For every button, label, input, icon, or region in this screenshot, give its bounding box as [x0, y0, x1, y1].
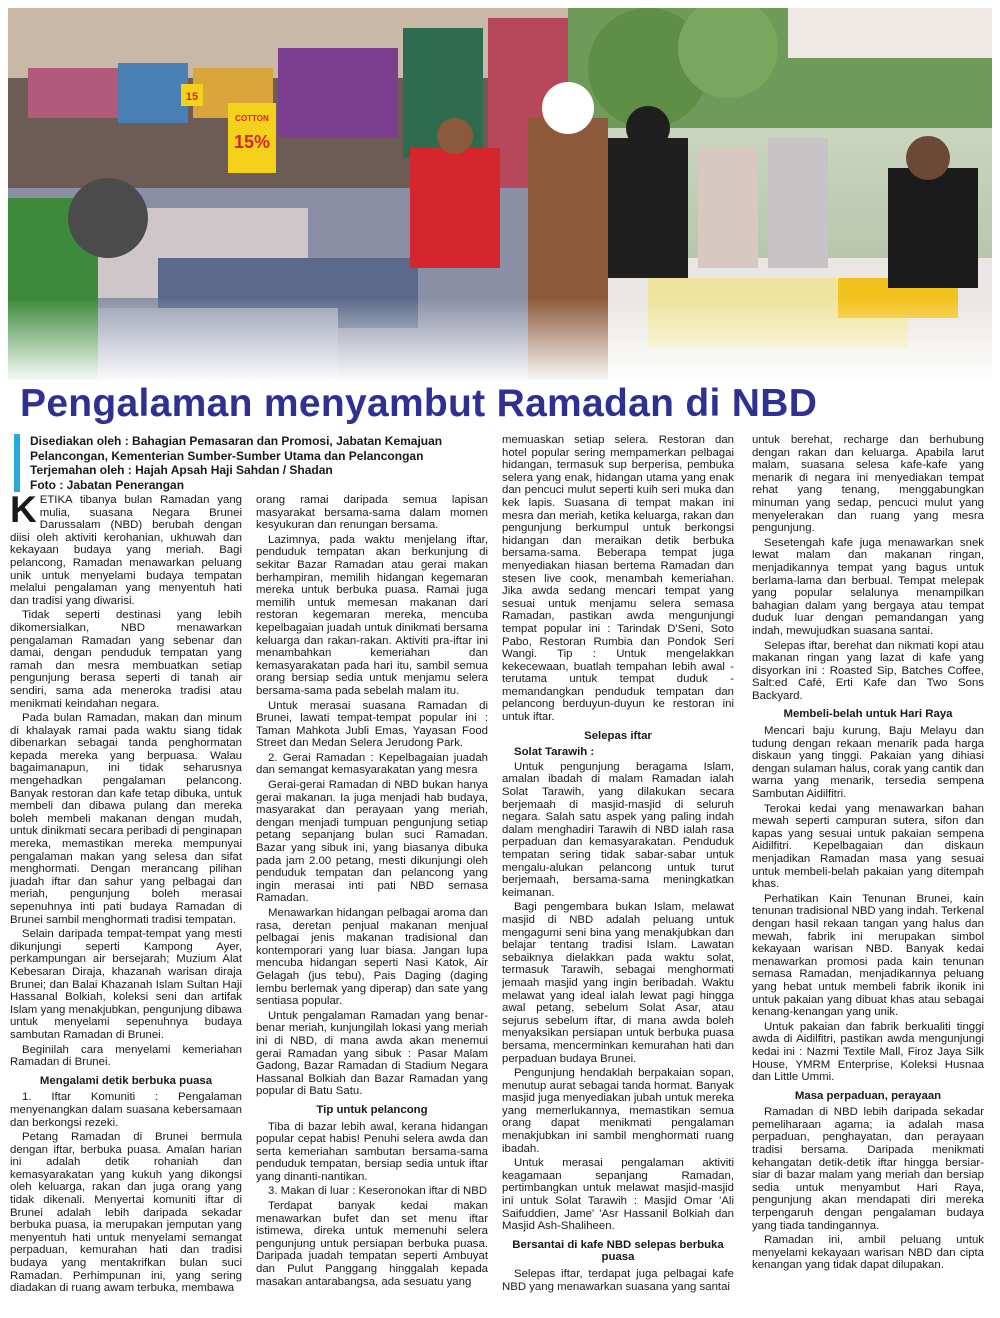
credit-line: Pelancongan, Kementerian Sumber-Sumber Utama dan Pelancongan	[30, 448, 424, 463]
credit-line: Foto : Jabatan Penerangan	[30, 477, 185, 492]
section-heading: Selepas iftar	[584, 729, 652, 742]
paragraph: Terokai kedai yang menawarkan bahan mewah seperti campuran sutera, sifon dan kapas yang sesuai untuk pakaian sempena Aidilfitri. Kepelbagaian dan diskaun menjadikan Ramadan masa yang sesuai untuk membeli-belah pakaian yang ditempah khas.	[752, 802, 984, 891]
paragraph: Pada bulan Ramadan, makan dan minum di khalayak ramai pada waktu siang tidak dibenarkan sebagai tanda penghormatan kepada mereka yang berpuasa. Walau bagaimanapun, ini tidak seharusnya mengehadkan pengalaman pelancong. Banyak restoran dan kafe tetap dibuka, untuk membeli dan dibawa pulang dan mereka boleh membeli makanan dengan mudah, untuk dinikmati secara peribadi di penginapan mereka, memastikan mereka mempunyai pengalaman makan yang selesa dan sifat menghormati. Dengan merancang pilihan juadah iftar dan sahur yang pelbagai dan meriah, pengunjung boleh merasai sepenuhnya inti pati budaya Ramadan di Brunei sambil menghormati tradisi tempatan.	[10, 712, 242, 926]
paragraph: Untuk pengunjung beragama Islam, amalan ibadah di malam Ramadan ialah Solat Tarawih, yang dilakukan secara berjemaah di masjid-masjid di seluruh negara. Salah satu aspek yang paling indah dalam menghadiri Tarawih di NBD ialah rasa perpaduan dan kemasyarakatan. Penduduk tempatan sering tidak sabar-sabar untuk mengalu-alukan pelancong untuk turut berjemaah, bersama-sama meningkatkan keimanan.	[502, 760, 734, 899]
sub-heading: Solat Tarawih :	[514, 746, 595, 759]
headline: Pengalaman menyambut Ramadan di NBD	[20, 382, 818, 425]
paragraph: untuk berehat, recharge dan berhubung dengan rakan dan keluarga. Apabila larut malam, suasana selesa kafe-kafe yang menarik di negara ini menyediakan tempat rehat yang tenang, menggabungkan minuman yang sedap, pencuci mulut yang menyelerakan dan ruang yang mesra pengunjung.	[752, 434, 984, 535]
paragraph: 1. Iftar Komuniti : Pengalaman menyenangkan dalam suasana kebersamaan dan berkongsi rezeki.	[10, 1091, 242, 1129]
price-sign: 15	[185, 91, 199, 103]
paragraph: Sesetengah kafe juga menawarkan snek lewat malam dan makanan ringan, menjadikannya tempat yang bagus untuk berlama-lama dan berbual. Tempat melepak yang popular selalunya menampilkan bahagian dalam yang bergaya atau tempat duduk luar dengan pemandangan yang indah, mewujudkan suasana santai.	[752, 536, 984, 637]
section-heading: Tip untuk pelancong	[316, 1103, 428, 1116]
paragraph: Selain daripada tempat-tempat yang mesti dikunjungi seperti Kampong Ayer, perkampungan air bersejarah; Muzium Alat Kebesaran Diraja, khazanah warisan diraja Brunei; dan Balai Khazanah Islam Sultan Haji Hassanal Bolkiah, koleksi seni dan artifak Islam yang menakjubkan, pengunjung dibawa untuk menyelami sepenuhnya budaya sambutan Ramadan di Brunei.	[10, 928, 242, 1041]
credit-line: Disediakan oleh : Bahagian Pemasaran dan Promosi, Jabatan Kemajuan	[30, 434, 443, 448]
paragraph: Untuk pengalaman Ramadan yang benar-benar meriah, kunjungilah lokasi yang meriah ini di NBD, di mana awda akan menemui gerai Ramadan yang sibuk : Pasar Malam Gadong, Bazar Ramadan di Stadium Negara Hassanal Bolkiah dan Bazar Ramadan yang popular di Batu Satu.	[256, 1009, 488, 1098]
paragraph: Menawarkan hidangan pelbagai aroma dan rasa, deretan penjual makanan menjual pelbagai jenis makanan tradisional dan kontemporari yang luar biasa. Jangan lupa mencuba hidangan seperti Nasi Katok, Air Gelagah (jus tebu), Pais Daging (daging lembu berlemak yang diperap) dan sate yang sentiasa popular.	[256, 907, 488, 1008]
hero-photo	[8, 8, 992, 380]
article-column-3	[502, 434, 734, 1316]
paragraph: Tidak seperti destinasi yang lebih dikomersialkan, NBD menawarkan pengalaman Ramadan yang sebenar dan damai, dengan penduduk tempatan yang ramah dan mesra membuatkan setiap pengunjung berasa seperti di tanah air sendiri, sama ada meneroka tradisi atau menikmati keindahan negara.	[10, 609, 242, 710]
section-heading: Masa perpaduan, perayaan	[794, 1089, 942, 1102]
paragraph: Selepas iftar, terdapat juga pelbagai kafe NBD yang menawarkan suasana yang santai	[502, 1268, 734, 1293]
article-column-2	[256, 494, 488, 1316]
section-heading: Mengalami detik berbuka puasa	[39, 1074, 213, 1087]
paragraph: Pengunjung hendaklah berpakaian sopan, menutup aurat sebagai tanda hormat. Banyak masjid juga menyediakan jubah untuk mereka yang memerlukannya, memastikan semua orang dapat menikmati pengalaman menakjubkan ini sambil menghormati ruang ibadah.	[502, 1067, 734, 1155]
paragraph: Petang Ramadan di Brunei bermula dengan iftar, berbuka puasa. Amalan harian ini adalah detik rohaniah dan kemasyarakatan yang kukuh yang dikongsi oleh keluarga, rakan dan juga orang yang tidak dikenali. Menyertai komuniti iftar di Brunei adalah lebih daripada sekadar berbuka puasa, ia merupakan jemputan yang menyentuh hati untuk menyelami semangat perpaduan, kemurahan hati dan tradisi budaya yang mentakrifkan bulan suci Ramadan. Perhimpunan ini, yang sering diadakan di ruang awam terbuka, membawa	[10, 1131, 242, 1295]
paragraph: Untuk pakaian dan fabrik berkualiti tinggi awda di Aidilfitri, pastikan awda mengunjungi kedai ini : Nazmi Textile Mall, Firoz Jaya Silk House, YMRM Enterprise, Koleksi Husnaa dan Little Ummi.	[752, 1020, 984, 1084]
drop-cap: K	[10, 494, 37, 530]
credits-block	[14, 434, 508, 492]
cotton-sign: COTTON	[235, 114, 269, 123]
section-heading: Membeli-belah untuk Hari Raya	[783, 708, 953, 721]
paragraph: 3. Makan di luar : Keseronokan iftar di NBD	[268, 1185, 488, 1198]
paragraph: Untuk merasai pengalaman aktiviti keagamaan sepanjang Ramadan, pertimbangkan untuk melawat masjid-masjid ini untuk Solat Tarawih : Masjid Omar 'Ali Saifuddien, Jame' 'Asr Hassanil Bolkiah dan Masjid Ash-Shaliheen.	[502, 1157, 734, 1233]
section-heading: Bersantai di kafe NBD selepas berbuka puasa	[512, 1238, 724, 1264]
paragraph: Mencari baju kurung, Baju Melayu dan tudung dengan rekaan menarik pada harga diskaun yang tinggi. Pakaian yang dihiasi dengan sulaman halus, corak yang cantik dan warna yang menarik, tersedia sempena Sambutan Aidilfitri.	[752, 725, 984, 801]
paragraph: Lazimnya, pada waktu menjelang iftar, penduduk tempatan akan berkunjung di sekitar Bazar Ramadan atau gerai makan berhampiran, memilih hidangan kegemaran mereka untuk berbuka puasa. Ramai juga memilih untuk memesan makanan dari restoran kegemaran mereka, mencuba kepelbagaian juadah untuk dinikmati bersama keluarga dan rakan-rakan. Aktiviti pra-iftar ini menambahkan kemeriahan dan kemasyarakatan pada hari itu, sambil semua orang bersiap sedia untuk menjamu selera bersama-sama pada sebelah malam itu.	[256, 533, 488, 697]
paragraph: 2. Gerai Ramadan : Kepelbagaian juadah dan semangat kemasyarakatan yang mesra	[256, 751, 488, 777]
credit-line: Terjemahan oleh : Hajah Apsah Haji Sahdan / Shadan	[30, 463, 333, 478]
paragraph: Gerai-gerai Ramadan di NBD bukan hanya gerai makanan. Ia juga menjadi hab budaya, masyarakat dan perayaan yang meriah, dengan menjadi tumpuan pengunjung setiap petang sepanjang bulan suci Ramadan. Bazar yang sibuk ini, yang biasanya dibuka pada jam 2.00 petang, mesti dikunjungi oleh penduduk tempatan dan pelancong yang ingin merasai inti pati NBD semasa Ramadan.	[256, 779, 488, 905]
paragraph: Untuk merasai suasana Ramadan di Brunei, lawati tempat-tempat popular ini : Taman Mahkota Jubli Emas, Yayasan Food Street dan Medan Selera Jerudong Park.	[256, 699, 488, 750]
article-column-1	[10, 494, 242, 1316]
article-column-4	[752, 434, 984, 1316]
paragraph: Bagi pengembara bukan Islam, melawat masjid di NBD adalah peluang untuk mengagumi seni bina yang menakjubkan dan belajar tentang tradisi Islam. Lawatan sebaiknya dielakkan pada waktu solat, termasuk Tarawih, sebagai menghormati jemaah masjid yang ingin beribadah. Waktu melawat yang ideal ialah lewat pagi hingga awal petang, sebelum Solat Asar, atau sejurus sebelum iftar, di mana awda boleh menyaksikan persiapan untuk berbuka puasa bersama, mencerminkan kemurahan hati dan perpaduan budaya Brunei.	[502, 901, 734, 1065]
paragraph: orang ramai daripada semua lapisan masyarakat bersama-sama dalam momen kesyukuran dan renungan bersama.	[256, 494, 488, 532]
discount-sign: 15%	[233, 132, 271, 152]
paragraph: Ramadan ini, ambil peluang untuk menyelami kekayaan warisan NBD dan cipta kenangan yang tidak dapat dilupakan.	[752, 1234, 984, 1272]
paragraph: Beginilah cara menyelami kemeriahan Ramadan di Brunei.	[10, 1043, 242, 1069]
paragraph: KETIKA tibanya bulan Ramadan yang mulia, suasana Negara Brunei Darussalam (NBD) berubah dengan diisi oleh aktiviti kerohanian, ukhuwah dan kekayaan budaya yang meriah. Bagi pelancong, Ramadan menawarkan peluang unik untuk menyelami budaya tempatan melalui pengalaman yang menyentuh hati dan tradisi yang diwarisi.	[10, 494, 242, 607]
paragraph: Ramadan di NBD lebih daripada sekadar pemeliharaan agama; ia adalah masa perpaduan, penghayatan, dan perayaan tradisi bersama. Daripada menikmati kehangatan detik-detik iftar hingga bersiar-siar di bazar malam yang meriah dan bersiap sedia untuk menyambut Hari Raya, pengunjung akan mendapati diri mereka terpengaruh dengan pengalaman budaya yang tiada tandingannya.	[752, 1106, 984, 1232]
paragraph: Perhatikan Kain Tenunan Brunei, kain tenunan tradisional NBD yang indah. Terkenal dengan hasil rekaan tangan yang halus dan mewah, fabrik ini merupakan simbol kekayaan warisan NBD. Banyak kedai menawarkan promosi pada kain tenunan semasa Ramadan, menjadikannya peluang yang hebat untuk membeli fabrik ikonik ini untuk pakaian yang dibuat khas atau sebagai kenang-kenangan yang unik.	[752, 892, 984, 1019]
paragraph: Tiba di bazar lebih awal, kerana hidangan popular cepat habis! Penuhi selera awda dan serta kemeriahan sambutan bersama-sama penduduk tempatan, bersiap sedia untuk iftar yang dinanti-nantikan.	[256, 1120, 488, 1183]
paragraph: Selepas iftar, berehat dan nikmati kopi atau makanan ringan yang lazat di kafe yang disyorkan ini : Roasted Sip, Batches Coffee, Salt:ed Café, Erti Kafe dan Two Sons Backyard.	[752, 639, 984, 702]
paragraph: Terdapat banyak kedai makan menawarkan bufet dan set menu iftar istimewa, direka untuk memenuhi selera pengunjung untuk persiapan berbuka puasa. Daripada juadah tempatan seperti Ambuyat dan Pulut Panggang hinggalah kepada masakan antarabangsa, ada sesuatu yang	[256, 1200, 488, 1288]
paragraph: memuaskan setiap selera. Restoran dan hotel popular sering mempamerkan pelbagai hidangan, termasuk sup berperisa, pembuka selera yang enak, hidangan utama yang enak dan pencuci mulut seperti kuih seri muka dan kek lapis. Suasana di tempat makan ini mesra dan meriah, ketika keluarga, rakan dan pengunjung berkumpul untuk berkongsi hidangan dan meraikan detik berbuka bersama-sama. Beberapa tempat juga menyediakan hiasan bertema Ramadan dan stesen live cook, menambah kemeriahan. Jika awda sedang mencari tempat yang sesuai untuk menjamu selera semasa Ramadan, pastikan awda mengunjungi tempat popular ini : Tarindak D'Seni, Soto Pabo, Restoran Rumbia dan Pondok Seri Wangi. Tip : Untuk mengelakkan kekecewaan, buatlah tempahan lebih awal - terutama untuk tempat duduk - memandangkan penduduk tempatan dan pelancong berduyun-duyun ke restoran ini untuk iftar.	[502, 434, 734, 724]
